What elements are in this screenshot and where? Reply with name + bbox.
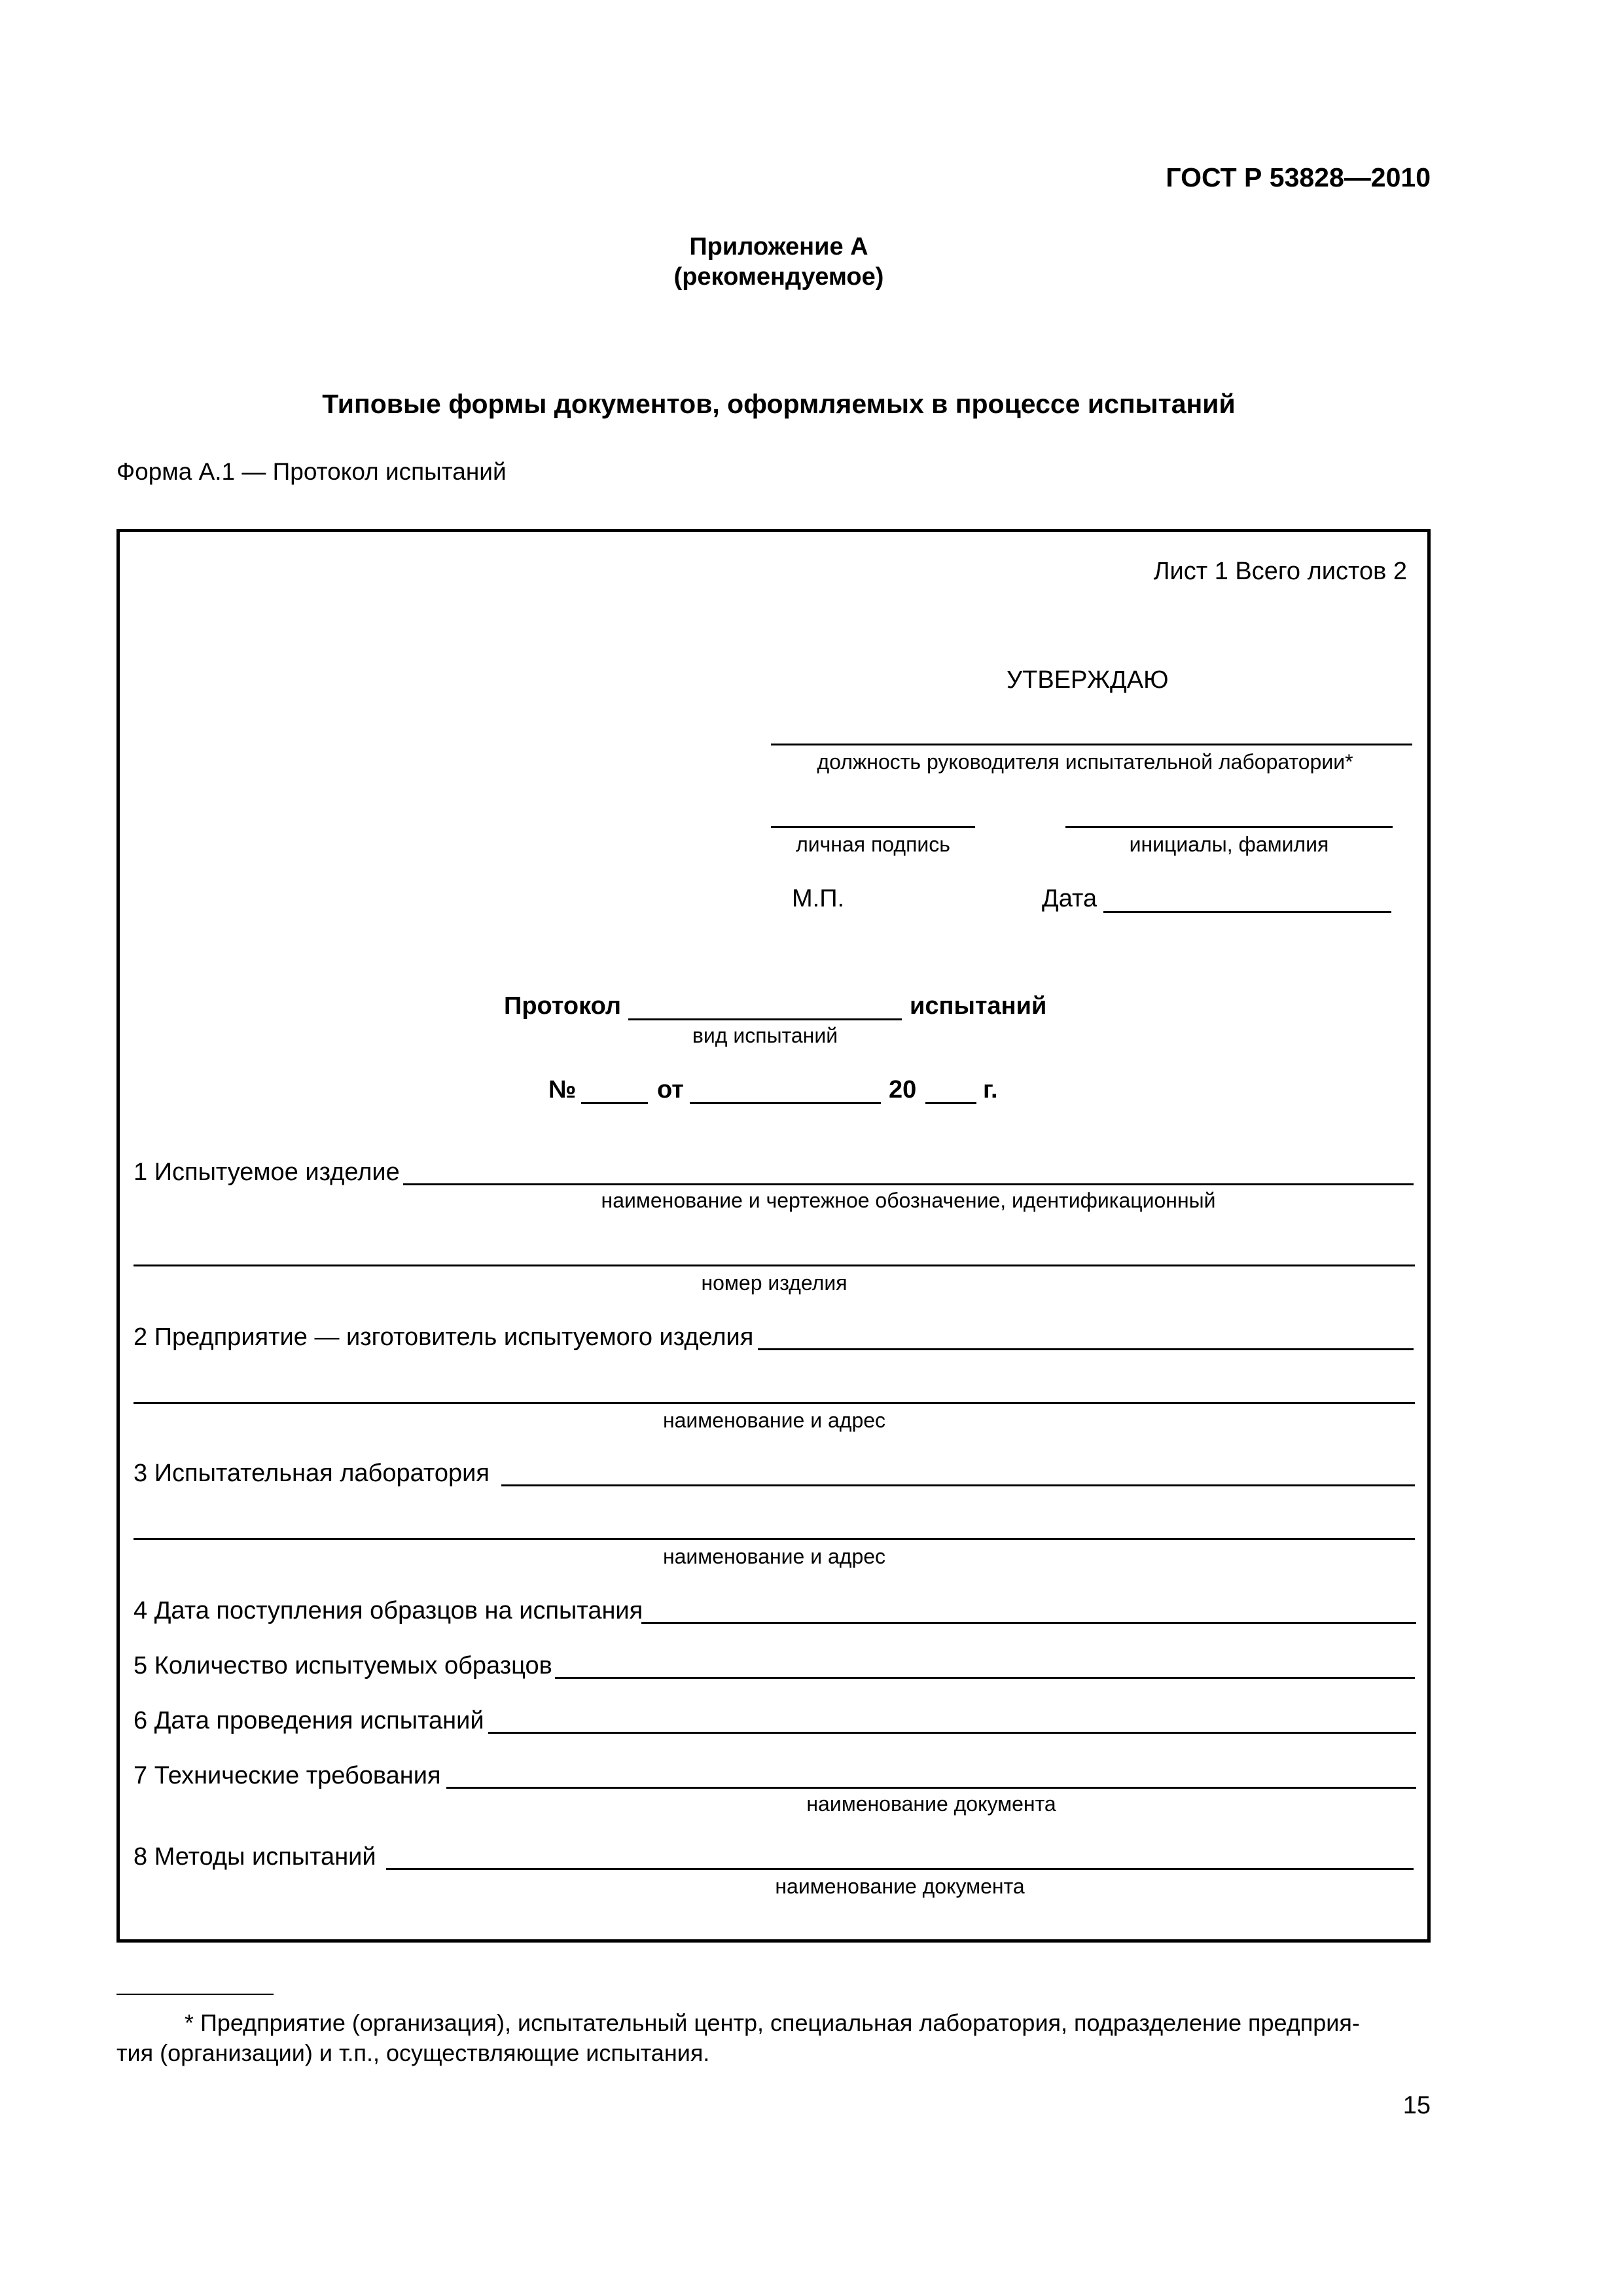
tests-word: испытаний [910,992,1047,1020]
signature-caption: личная подпись [796,833,950,856]
item-6-line[interactable] [488,1732,1416,1734]
item-2-label: 2 Предприятие — изготовитель испытуемого изделия [134,1323,754,1351]
name-line[interactable] [1065,826,1393,828]
stamp-label: М.П. [792,885,845,912]
position-caption: должность руководителя испытательной лаборатории* [817,750,1353,774]
item-5-line[interactable] [555,1677,1415,1679]
protocol-date-line[interactable] [690,1102,881,1104]
item-1-line[interactable] [403,1183,1414,1185]
footnote-line-2: тия (организации) и т.п., осуществляющие испытания. [116,2039,710,2066]
item-2-caption: наименование и адрес [662,1408,886,1432]
number-line[interactable] [581,1102,648,1104]
item-2-line-2[interactable] [134,1402,1415,1404]
appendix-status: (рекомендуемое) [673,263,884,291]
form-caption: Форма А.1 — Протокол испытаний [116,458,507,485]
item-4-line[interactable] [641,1622,1416,1624]
date-label: Дата [1042,885,1097,912]
protocol-word: Протокол [504,992,622,1020]
date-line[interactable] [1103,911,1391,913]
sheet-info: Лист 1 Всего листов 2 [1153,558,1407,585]
test-type-line[interactable] [628,1018,902,1020]
item-8-label: 8 Методы испытаний [134,1843,376,1871]
item-1-caption-2: номер изделия [701,1271,847,1295]
item-3-line[interactable] [501,1484,1415,1486]
item-1-line-2[interactable] [134,1265,1415,1266]
item-7-line[interactable] [446,1787,1416,1789]
item-8-caption: наименование документа [775,1874,1025,1898]
standard-code: ГОСТ Р 53828—2010 [1166,162,1431,192]
item-8-line[interactable] [386,1868,1414,1870]
item-2-line[interactable] [758,1348,1414,1350]
name-caption: инициалы, фамилия [1129,833,1329,856]
footnote-separator [116,1994,274,1995]
footnote-line-1: * Предприятие (организация), испытательный центр, специальная лаборатория, подразделение предприя- [185,2009,1360,2036]
year-line[interactable] [925,1102,976,1104]
year-suffix: г. [983,1076,998,1103]
year-prefix: 20 [889,1076,917,1103]
item-1-label: 1 Испытуемое изделие [134,1158,400,1186]
position-line[interactable] [771,744,1412,745]
item-3-caption: наименование и адрес [662,1545,886,1568]
item-1-caption: наименование и чертежное обозначение, идентификационный [601,1189,1216,1212]
item-3-line-2[interactable] [134,1538,1415,1540]
test-type-caption: вид испытаний [692,1024,838,1047]
appendix-title: Приложение А [689,233,868,260]
from-word: от [657,1076,684,1103]
item-7-caption: наименование документа [806,1792,1056,1816]
page-number: 15 [1402,2092,1431,2119]
signature-line[interactable] [771,826,975,828]
item-6-label: 6 Дата проведения испытаний [134,1707,484,1734]
item-4-label: 4 Дата поступления образцов на испытания [134,1597,643,1624]
number-sign: № [548,1076,577,1103]
item-3-label: 3 Испытательная лаборатория [134,1460,490,1487]
item-7-label: 7 Технические требования [134,1762,441,1789]
section-title: Типовые формы документов, оформляемых в процессе испытаний [322,389,1236,419]
item-5-label: 5 Количество испытуемых образцов [134,1652,552,1679]
approve-heading: УТВЕРЖДАЮ [1007,666,1169,694]
